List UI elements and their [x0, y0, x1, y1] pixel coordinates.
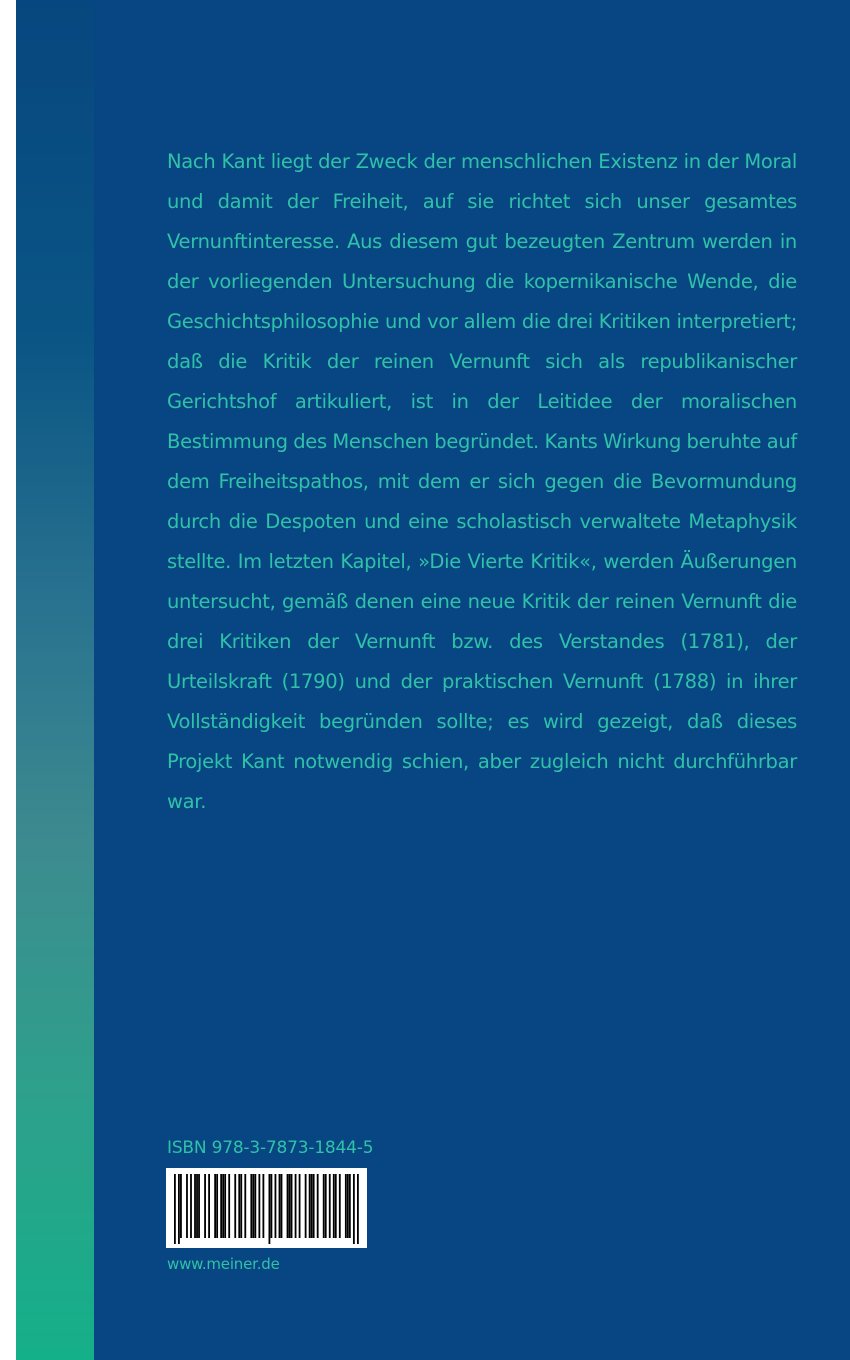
barcode-bar [194, 1174, 196, 1238]
barcode-bar [329, 1174, 331, 1238]
barcode-bar [325, 1174, 327, 1238]
barcode-bar [347, 1174, 349, 1238]
barcode-bar [339, 1174, 341, 1238]
barcode [166, 1168, 367, 1248]
barcode-bar [271, 1174, 273, 1238]
barcode-bar [311, 1174, 313, 1238]
barcode-bar [295, 1174, 297, 1238]
barcode-bar [180, 1174, 182, 1238]
publisher-website: www.meiner.de [167, 1255, 280, 1273]
barcode-bar [323, 1174, 325, 1238]
blurb-text: Nach Kant liegt der Zweck der menschlichen Existenz in der Moral und damit der Freiheit, auf sie richtet sich unser gesamtes Vernunftinteresse. Aus diesem gut bezeugten Zentrum werden in der vorliegenden Untersuchung die kopernikanische Wende, die Geschichtsphilosophie und vor allem die drei Kritiken interpretiert; daß die Kritik der reinen Vernunft sich als republikanischer Gerichtshof artikuliert, ist in der Leitidee der moralischen Bestimmung des Menschen begründet. Kants Wirkung beruhte auf dem Freiheitspathos, mit dem er sich gegen die Bevormundung durch die Despoten und eine scholastisch verwaltete Metaphysik stellte. Im letzten Kapitel, »Die Vierte Kritik«, werden Äußerungen untersucht, gemäß denen eine neue Kritik der reinen Vernunft die drei Kritiken der Vernunft bzw. des Verstandes (1781), der Urteilskraft (1790) und der praktischen Vernunft (1788) in ihrer Vollständigkeit begründen sollte; es wird gezeigt, daß dieses Projekt Kant notwendig schien, aber zugleich nicht durchführbar war. [167, 150, 797, 813]
barcode-bar [222, 1174, 224, 1238]
barcode-bar [244, 1174, 246, 1238]
barcode-bar [305, 1174, 307, 1238]
barcode-bar [208, 1174, 210, 1238]
barcode-bar [281, 1174, 283, 1238]
barcode-bar [299, 1174, 301, 1238]
gradient-strip [16, 0, 94, 1360]
isbn-label: ISBN 978-3-7873-1844-5 [167, 1138, 374, 1158]
barcode-bar [228, 1174, 230, 1238]
barcode-bar [258, 1174, 260, 1238]
barcode-bar [250, 1174, 252, 1238]
barcode-bar [254, 1174, 256, 1238]
page-margin [0, 0, 16, 1360]
barcode-bar [357, 1174, 359, 1244]
barcode-bar [240, 1174, 242, 1238]
barcode-bar [262, 1174, 264, 1238]
barcode-bar [174, 1174, 176, 1244]
barcode-bar [289, 1174, 291, 1238]
barcode-bar [275, 1174, 277, 1238]
barcode-bar [279, 1174, 281, 1238]
barcode-bar [234, 1174, 236, 1238]
barcode-bar [214, 1174, 216, 1238]
barcode-bar [333, 1174, 335, 1238]
barcode-icon [166, 1168, 367, 1248]
barcode-bar [224, 1174, 226, 1238]
barcode-bar [335, 1174, 337, 1238]
barcode-bar [198, 1174, 200, 1238]
barcode-bar [220, 1174, 222, 1238]
barcode-bar [317, 1174, 319, 1238]
barcode-bar [287, 1174, 289, 1238]
barcode-bar [196, 1174, 198, 1238]
barcode-bar [190, 1174, 192, 1238]
barcode-bar [186, 1174, 188, 1238]
barcode-bar [353, 1174, 355, 1244]
barcode-bar [345, 1174, 347, 1238]
barcode-bar [178, 1174, 180, 1244]
barcode-bar [238, 1174, 240, 1238]
barcode-bar [216, 1174, 218, 1238]
barcode-bar [349, 1174, 351, 1238]
barcode-bar [313, 1174, 315, 1238]
barcode-bar [252, 1174, 254, 1238]
barcode-bar [204, 1174, 206, 1238]
barcode-bar [291, 1174, 293, 1238]
barcode-bar [309, 1174, 311, 1238]
barcode-bar [269, 1174, 271, 1244]
